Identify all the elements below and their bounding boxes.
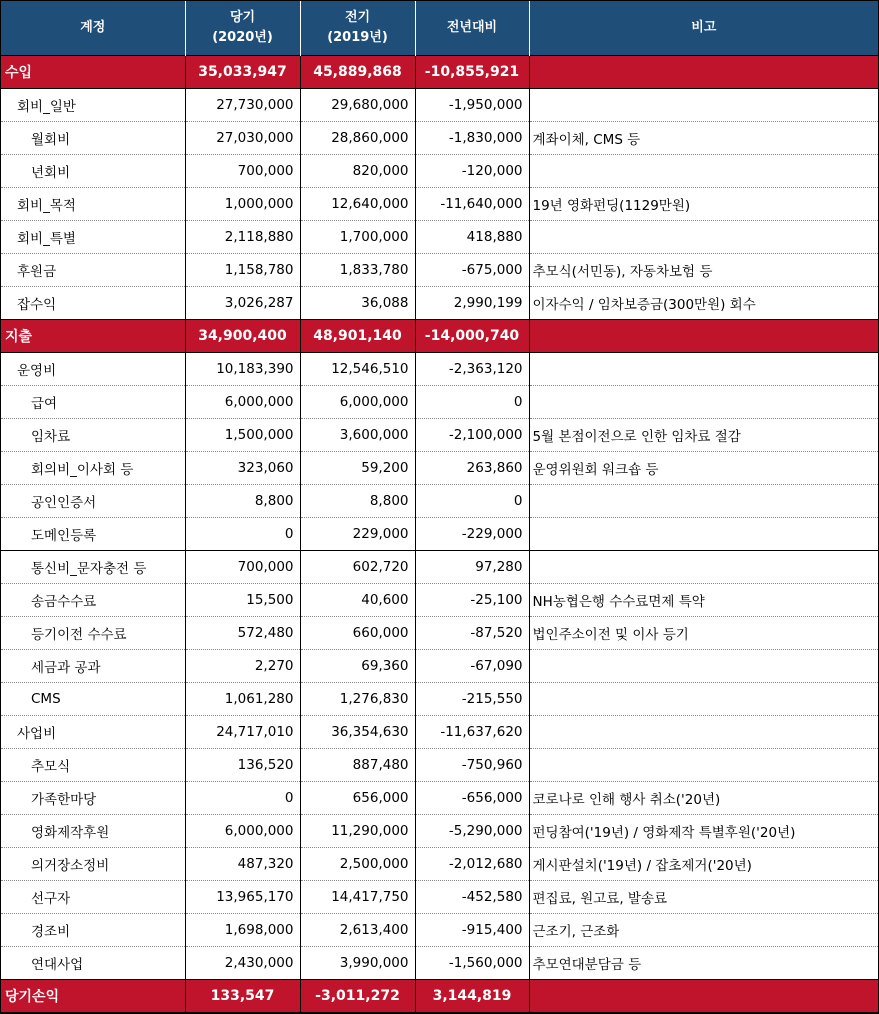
table-row [1,616,878,649]
table-body [1,55,878,1012]
account-cell: 세금과 공과 [1,649,185,682]
account-cell: 의거장소정비 [1,847,185,880]
diff-cell: -1,560,000 [415,946,529,979]
table-header [1,1,878,55]
diff-cell: -452,580 [415,880,529,913]
previous-cell: 48,901,140 [300,319,415,352]
previous-cell: 36,354,630 [300,715,415,748]
diff-cell: -750,960 [415,748,529,781]
current-cell: 572,480 [185,616,300,649]
table-row [1,880,878,913]
current-cell: 700,000 [185,154,300,187]
account-cell: 회비_목적 [1,187,185,220]
previous-cell: 8,800 [300,484,415,517]
note-cell: 근조기, 근조화 [529,913,878,946]
note-cell: 법인주소이전 및 이사 등기 [529,616,878,649]
account-cell: 년회비 [1,154,185,187]
note-cell: 코로나로 인해 행사 취소('20년) [529,781,878,814]
section-row [1,319,878,352]
note-cell [529,319,878,352]
diff-cell: -10,855,921 [415,55,529,88]
previous-cell: 887,480 [300,748,415,781]
current-cell: 133,547 [185,979,300,1012]
current-cell: 2,430,000 [185,946,300,979]
account-cell: 회의비_이사회 등 [1,451,185,484]
previous-cell: 6,000,000 [300,385,415,418]
account-cell: 수입 [1,55,185,88]
current-cell: 34,900,400 [185,319,300,352]
section-row [1,55,878,88]
header-account [1,1,185,55]
note-cell [529,55,878,88]
previous-cell: 660,000 [300,616,415,649]
current-cell: 27,730,000 [185,88,300,121]
current-cell: 24,717,010 [185,715,300,748]
account-cell: 가족한마당 [1,781,185,814]
previous-cell: 2,613,400 [300,913,415,946]
previous-cell: -3,011,272 [300,979,415,1012]
previous-cell: 69,360 [300,649,415,682]
diff-cell: -656,000 [415,781,529,814]
note-cell: 편집료, 원고료, 발송료 [529,880,878,913]
current-cell: 10,183,390 [185,352,300,385]
previous-cell: 1,700,000 [300,220,415,253]
diff-cell: 97,280 [415,550,529,583]
table-row [1,484,878,517]
current-cell: 0 [185,781,300,814]
previous-cell: 229,000 [300,517,415,550]
account-cell: 지출 [1,319,185,352]
account-cell: 송금수수료 [1,583,185,616]
previous-cell: 28,860,000 [300,121,415,154]
diff-cell: -229,000 [415,517,529,550]
table-row [1,286,878,319]
table-row [1,154,878,187]
current-cell: 15,500 [185,583,300,616]
diff-cell: -11,637,620 [415,715,529,748]
previous-cell: 29,680,000 [300,88,415,121]
account-cell: 경조비 [1,913,185,946]
current-cell: 700,000 [185,550,300,583]
current-cell: 0 [185,517,300,550]
diff-cell: -2,363,120 [415,352,529,385]
previous-cell: 1,276,830 [300,682,415,715]
account-cell: 공인인증서 [1,484,185,517]
diff-cell: -915,400 [415,913,529,946]
diff-cell: -5,290,000 [415,814,529,847]
account-cell: 추모식 [1,748,185,781]
note-cell: NH농협은행 수수료면제 특약 [529,583,878,616]
diff-cell: 2,990,199 [415,286,529,319]
note-cell: 게시판설치('19년) / 잡초제거('20년) [529,847,878,880]
note-cell [529,88,878,121]
previous-cell: 3,600,000 [300,418,415,451]
account-cell: 잡수익 [1,286,185,319]
account-cell: 도메인등록 [1,517,185,550]
diff-cell: -67,090 [415,649,529,682]
header-previous [300,1,415,55]
previous-cell: 40,600 [300,583,415,616]
account-cell: 당기손익 [1,979,185,1012]
account-cell: 회비_일반 [1,88,185,121]
note-cell: 추모연대분담금 등 [529,946,878,979]
account-cell: 임차료 [1,418,185,451]
table-row [1,187,878,220]
previous-cell: 820,000 [300,154,415,187]
table-row [1,517,878,550]
note-cell: 계좌이체, CMS 등 [529,121,878,154]
header-current-year: (2020년) [212,29,273,45]
account-cell: 후원금 [1,253,185,286]
table-row [1,814,878,847]
account-cell: 연대사업 [1,946,185,979]
previous-cell: 14,417,750 [300,880,415,913]
current-cell: 323,060 [185,451,300,484]
diff-cell: -675,000 [415,253,529,286]
note-cell [529,748,878,781]
table-row [1,385,878,418]
diff-cell: 418,880 [415,220,529,253]
current-cell: 1,158,780 [185,253,300,286]
note-cell: 펀딩참여('19년) / 영화제작 특별후원('20년) [529,814,878,847]
previous-cell: 45,889,868 [300,55,415,88]
table-row [1,451,878,484]
current-cell: 8,800 [185,484,300,517]
previous-cell: 656,000 [300,781,415,814]
previous-cell: 3,990,000 [300,946,415,979]
account-cell: 회비_특별 [1,220,185,253]
table-row [1,253,878,286]
header-diff-label: 전년대비 [446,19,498,35]
account-cell: 사업비 [1,715,185,748]
header-previous-year: (2019년) [327,29,388,45]
current-cell: 6,000,000 [185,385,300,418]
current-cell: 1,000,000 [185,187,300,220]
current-cell: 2,270 [185,649,300,682]
previous-cell: 602,720 [300,550,415,583]
previous-cell: 2,500,000 [300,847,415,880]
previous-cell: 11,290,000 [300,814,415,847]
table-row [1,550,878,583]
current-cell: 487,320 [185,847,300,880]
header-current-label: 당기 [229,9,256,25]
note-cell: 운영위원회 워크숍 등 [529,451,878,484]
note-cell [529,220,878,253]
diff-cell: 0 [415,385,529,418]
current-cell: 13,965,170 [185,880,300,913]
current-cell: 136,520 [185,748,300,781]
account-cell: 영화제작후원 [1,814,185,847]
current-cell: 1,061,280 [185,682,300,715]
header-current [185,1,300,55]
account-cell: 운영비 [1,352,185,385]
diff-cell: -120,000 [415,154,529,187]
diff-cell: -87,520 [415,616,529,649]
header-previous-label: 전기 [344,9,371,25]
note-cell [529,385,878,418]
diff-cell: 263,860 [415,451,529,484]
table-row [1,748,878,781]
note-cell [529,154,878,187]
diff-cell: -11,640,000 [415,187,529,220]
diff-cell: -1,830,000 [415,121,529,154]
note-cell [529,352,878,385]
header-note [529,1,878,55]
note-cell [529,979,878,1012]
current-cell: 2,118,880 [185,220,300,253]
current-cell: 3,026,287 [185,286,300,319]
previous-cell: 1,833,780 [300,253,415,286]
table-row [1,715,878,748]
section-row [1,979,878,1012]
previous-cell: 36,088 [300,286,415,319]
note-cell [529,517,878,550]
previous-cell: 12,640,000 [300,187,415,220]
table-row [1,682,878,715]
diff-cell: -2,012,680 [415,847,529,880]
account-cell: 월회비 [1,121,185,154]
account-cell: 등기이전 수수료 [1,616,185,649]
diff-cell: 3,144,819 [415,979,529,1012]
table-row [1,418,878,451]
diff-cell: -14,000,740 [415,319,529,352]
header-note-label: 비고 [691,19,717,35]
current-cell: 27,030,000 [185,121,300,154]
table-row [1,121,878,154]
diff-cell: -25,100 [415,583,529,616]
note-cell: 5월 본점이전으로 인한 임차료 절감 [529,418,878,451]
diff-cell: -1,950,000 [415,88,529,121]
diff-cell: -2,100,000 [415,418,529,451]
table-row [1,583,878,616]
diff-cell: 0 [415,484,529,517]
table-row [1,352,878,385]
account-cell: 급여 [1,385,185,418]
note-cell [529,649,878,682]
income-statement-table [1,1,878,1013]
current-cell: 1,500,000 [185,418,300,451]
current-cell: 35,033,947 [185,55,300,88]
table-row [1,781,878,814]
current-cell: 1,698,000 [185,913,300,946]
note-cell: 이자수익 / 임차보증금(300만원) 회수 [529,286,878,319]
note-cell [529,550,878,583]
table-row [1,88,878,121]
table-row [1,847,878,880]
note-cell [529,682,878,715]
table-row [1,946,878,979]
table-row [1,649,878,682]
previous-cell: 59,200 [300,451,415,484]
diff-cell: -215,550 [415,682,529,715]
account-cell: CMS [1,682,185,715]
table-row [1,220,878,253]
account-cell: 통신비_문자충전 등 [1,550,185,583]
previous-cell: 12,546,510 [300,352,415,385]
account-cell: 선구자 [1,880,185,913]
header-account-label: 계정 [80,19,106,35]
note-cell: 추모식(서민동), 자동차보험 등 [529,253,878,286]
note-cell [529,715,878,748]
note-cell [529,484,878,517]
note-cell: 19년 영화펀딩(1129만원) [529,187,878,220]
current-cell: 6,000,000 [185,814,300,847]
table-row [1,913,878,946]
header-diff [415,1,529,55]
